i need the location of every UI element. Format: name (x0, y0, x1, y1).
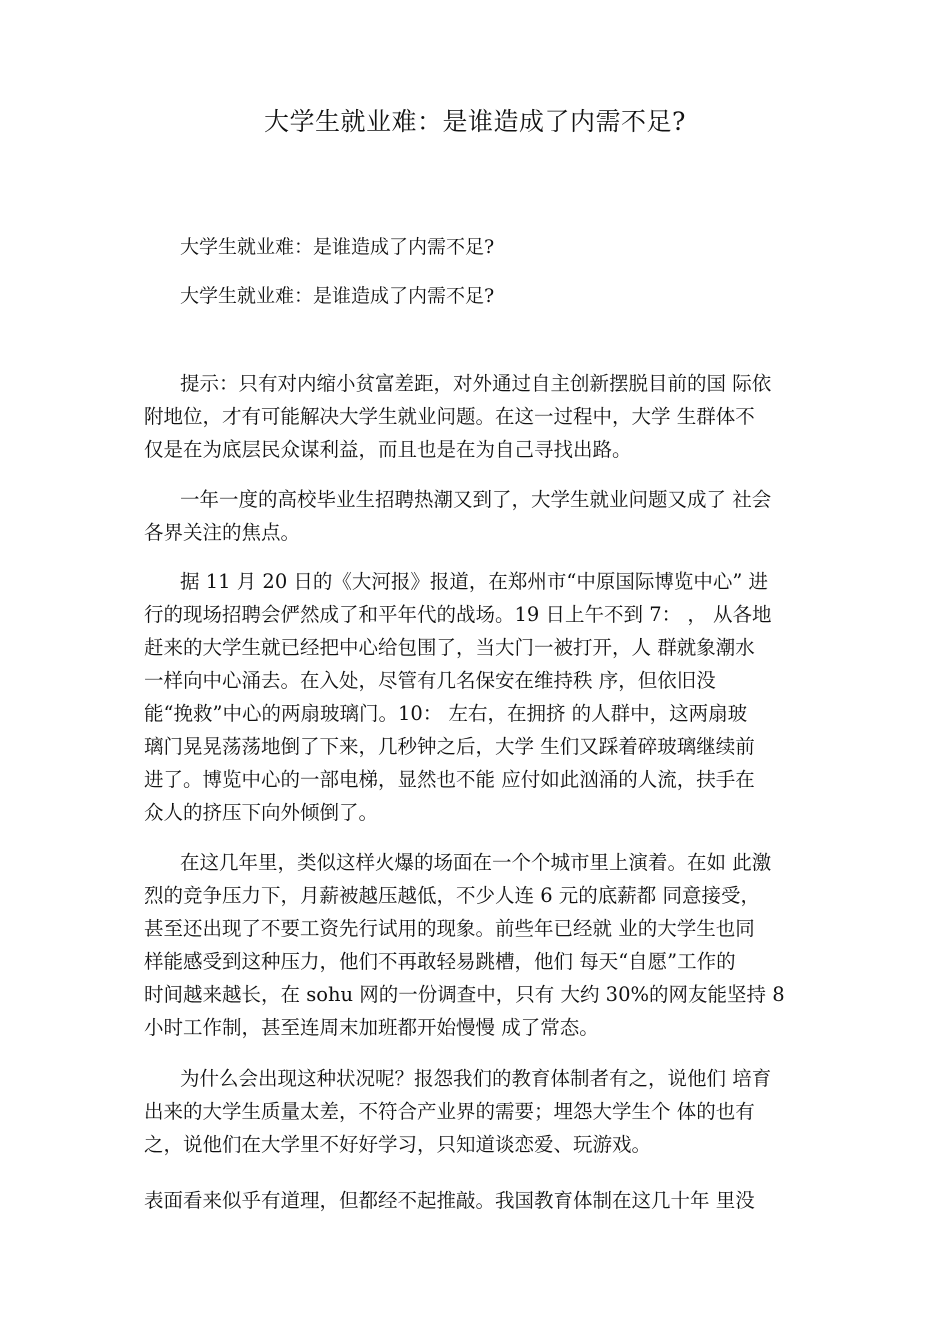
paragraph-line: 一样向中心涌去。在入处，尽管有几名保安在维持秩 序，但依旧没 (144, 669, 716, 692)
paragraph-line: 各界关注的焦点。 (144, 521, 301, 544)
paragraph-line: 进了。博览中心的一部电梯，显然也不能 应付如此汹涌的人流，扶手在 (144, 768, 755, 791)
paragraph-line: 在这几年里，类似这样火爆的场面在一个个城市里上演着。在如 此激 (180, 851, 772, 874)
paragraph-line: 小时工作制，甚至连周末加班都开始慢慢 成了常态。 (144, 1016, 599, 1039)
paragraph-line: 表面看来似乎有道理，但都经不起推敲。我国教育体制在这几十年 里没 (144, 1189, 755, 1212)
paragraph-line: 璃门晃晃荡荡地倒了下来，几秒钟之后，大学 生们又踩着碎玻璃继续前 (144, 735, 755, 758)
paragraph-line: 赶来的大学生就已经把中心给包围了，当大门一被打开，人 群就象潮水 (144, 636, 755, 659)
paragraph-line: 提示：只有对内缩小贫富差距，对外通过自主创新摆脱目前的国 际依 (180, 372, 772, 395)
paragraph-question (144, 1062, 834, 1161)
paragraph-line: 时间越来越长，在 sohu 网的一份调查中，只有 大约 30%的网友能坚持 8 (144, 983, 785, 1006)
paragraph-line: 出来的大学生质量太差，不符合产业界的需要；埋怨大学生个 体的也有 (144, 1100, 755, 1123)
document-title: 大学生就业难：是谁造成了内需不足? (264, 107, 686, 136)
paragraph-line: 据 11 月 20 日的《大河报》报道，在郑州市“中原国际博览中心” 进 (180, 570, 769, 593)
subtitle-line: 大学生就业难：是谁造成了内需不足? (180, 236, 495, 258)
paragraph-line: 烈的竞争压力下，月薪被越压越低，不少人连 6 元的底薪都 同意接受， (144, 884, 761, 907)
paragraph-line: 样能感受到这种压力，他们不再敢轻易跳槽，他们 每天“自愿”工作的 (144, 950, 736, 973)
paragraph-intro (144, 483, 834, 549)
paragraph-line: 之，说他们在大学里不好好学习，只知道谈恋爱、玩游戏。 (144, 1133, 652, 1156)
paragraph-line: 甚至还出现了不要工资先行试用的现象。前些年已经就 业的大学生也同 (144, 917, 755, 940)
paragraph-line: 众人的挤压下向外倾倒了。 (144, 801, 379, 824)
paragraph-analysis (144, 1184, 834, 1217)
paragraph-line: 行的现场招聘会俨然成了和平年代的战场。19 日上午不到 7： ， 从各地 (144, 603, 772, 626)
paragraph-line: 附地位，才有可能解决大学生就业问题。在这一过程中，大学 生群体不 (144, 405, 755, 428)
paragraph-line: 仅是在为底层民众谋利益，而且也是在为自己寻找出路。 (144, 438, 632, 461)
subtitle-line: 大学生就业难：是谁造成了内需不足? (180, 285, 495, 307)
paragraph-line: 为什么会出现这种状况呢？报怨我们的教育体制者有之，说他们 培育 (180, 1067, 772, 1090)
paragraph-pressure (144, 846, 834, 1044)
paragraph-hint (144, 367, 834, 466)
paragraph-line: 一年一度的高校毕业生招聘热潮又到了，大学生就业问题又成了 社会 (180, 488, 772, 511)
paragraph-line: 能“挽救”中心的两扇玻璃门。10： 左右，在拥挤 的人群中，这两扇玻 (144, 702, 748, 725)
paragraph-report (144, 565, 834, 829)
